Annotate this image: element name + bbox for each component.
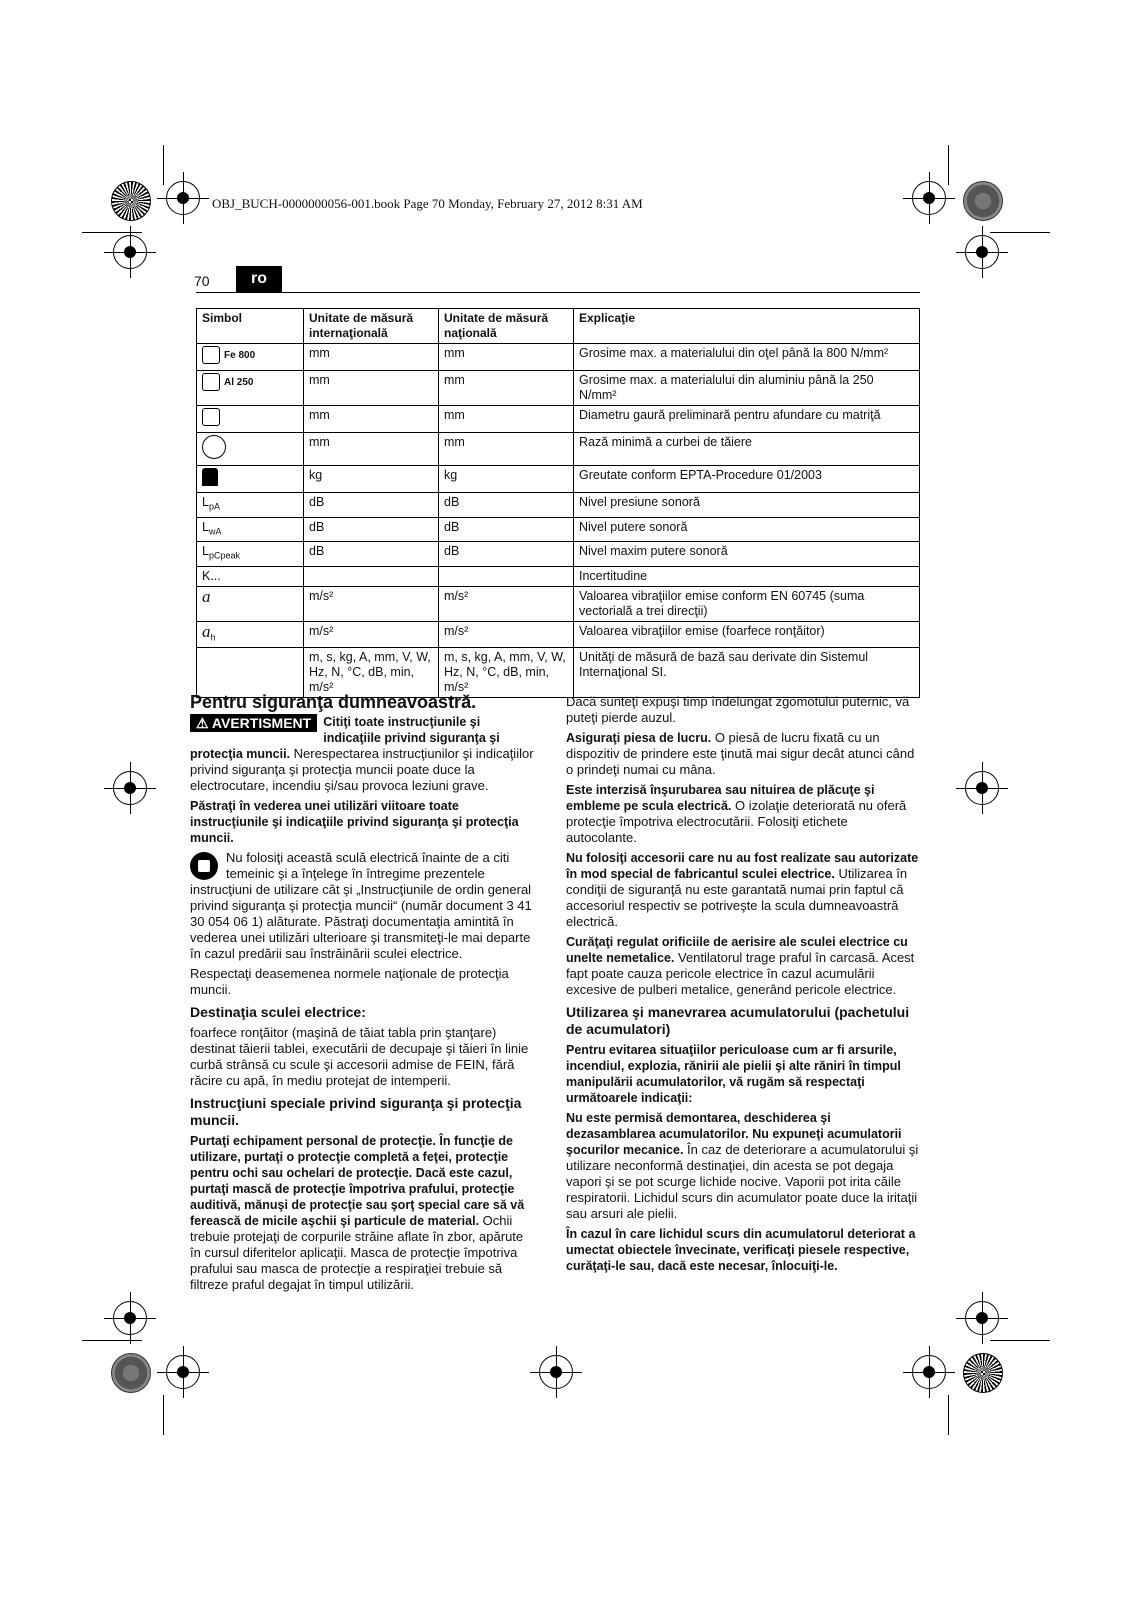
crop-mark (163, 1395, 164, 1435)
language-badge: ro (236, 266, 282, 292)
table-row: Al 250 mm mm Grosime max. a materialului din aluminiu până la 250 N/mm² (197, 371, 920, 406)
warning-label: ⚠ AVERTISMENT (190, 714, 317, 732)
paragraph: Respectaţi deasemenea normele naţionale de protecţia muncii. (190, 966, 509, 997)
symbol-cell: a (202, 586, 211, 606)
crop-mark (82, 232, 142, 233)
table-row: mm mm Rază minimă a curbei de tăiere (197, 433, 920, 466)
section-subtitle: Instrucţiuni speciale privind siguranţa şi protecţia muncii. (190, 1095, 522, 1128)
table-row: Fe 800 mm mm Grosime max. a materialului din oţel până la 800 N/mm² (197, 344, 920, 371)
column-header: Unitate de măsură internaţională (304, 309, 439, 344)
header-rule (196, 292, 920, 293)
registration-crosshair (113, 1301, 147, 1335)
symbol-table (196, 308, 920, 698)
section-title: Pentru siguranţa dumneavoastră. (190, 692, 477, 712)
registration-crosshair (166, 1355, 200, 1389)
symbol-cell: $L_{pA}$ (197, 493, 304, 518)
right-column: Dacă sunteţi expuşi timp îndelungat zgomotului puternic, vă puteţi pierde auzul. Asiguraţi piesa de lucru. O piesă de lucru fixată cu un dispozitiv de prindere este ţinută mai sigur decât atunci când o prindeţi numai cu mâna. Este interzisă înşurubarea sau nituirea de plăcuţe şi embleme pe scula electrică. O izolaţie deteriorată nu oferă protecţie împotriva electrocutării. Folosiţi etichete autocolante. Nu folosiţi accesorii care nu au fost realizate sau autorizate în mod special de fabricantul sculei electrice. Utilizarea în condiţii de siguranţă nu este garantată numai prin faptul că accesoriul respectiv se potriveşte la scula dumneavoastră electrică. Curăţaţi regulat orificiile de aerisire ale sculei electrice cu unelte nemetalice. Ventilatorul trage praful în carcasă. Acest fapt poate cauza pericole electrice în cazul acumulării excesive de pulberi metalice, generând pericole electrice. Utilizarea şi manevrarea acumulatorului (pachetului de acumulatori) Pentru evitarea situaţiilor periculoase cum ar fi arsurile, incendiul, explozia, rănirii ale pielii şi alte răniri în timpul manipulării acumulatorilor, vă rugăm să respectaţi următoarele indicaţii: Nu este permisă demontarea, deschiderea şi dezasamblarea acumulatorilor. Nu expuneţi acumulatorii şocurilor mecanice. În caz de deteriorare a acumulatorului şi utilizare neconformă destinaţiei, din acesta se pot degaja vapori şi se pot scurge lichide nocive. Vaporii pot irita căile respiratorii. Lichidul scurs din acumulator poate duce la iritaţii sau arsuri ale pielii. În cazul în care lichidul scurs din acumulatorul deteriorat a umectat obiectele învecinate, verificaţi piesele respective, curăţaţi-le sau, dacă este necesar, înlocuiţi-le. (566, 694, 919, 1273)
section-subtitle: Utilizarea şi manevrarea acumulatorului (pachetului de acumulatori) (566, 1004, 910, 1037)
table-row: K... Incertitudine (197, 566, 920, 586)
weight-icon (202, 468, 218, 486)
table-row: $a_h$ m/s² m/s² Valoarea vibraţiilor emise (foarfece ronţăitor) (197, 621, 920, 648)
paragraph: În cazul în care lichidul scurs din acumulatorul deteriorat a umectat obiectele învecinate, verificaţi piesele respective, curăţaţi-le sau, dacă este necesar, înlocuiţi-le. (566, 1227, 916, 1273)
table-row: kg kg Greutate conform EPTA-Procedure 01/2003 (197, 466, 920, 493)
symbol-cell: $L_{pCpeak}$ (197, 542, 304, 567)
keep-instructions: Păstraţi în vederea unei utilizări viitoare toate instrucţiunile şi indicaţiile privind siguranţa şi protecţia muncii. (190, 799, 519, 845)
table-row: $L_{wA}$ dB dB Nivel putere sonoră (197, 517, 920, 542)
page-number: 70 (194, 273, 210, 289)
paragraph: foarfece ronţăitor (maşină de tăiat tabla prin ştanţare) destinat tăierii tablei, executării de decupaje şi tăieri în linie curbă strânsă cu scule şi accesorii admise de FEIN, fără răcire cu apă, în mediu protejat de intemperii. (190, 1025, 529, 1088)
column-header: Explicaţie (574, 309, 920, 344)
table-row: $L_{pCpeak}$ dB dB Nivel maxim putere sonoră (197, 542, 920, 567)
crop-mark (990, 1340, 1050, 1341)
steel-thickness-icon: Fe 800 (202, 346, 255, 364)
read-manual-icon (190, 852, 218, 880)
left-column: Pentru siguranţa dumneavoastră. ⚠ AVERTISMENT Citiţi toate instrucţiunile şi indicaţiile privind siguranţa şi protecţia muncii. Nerespectarea instrucţiunilor şi indicaţiilor privind siguranţa şi protecţia muncii poate duce la electrocutare, incendiu şi/sau provoca leziuni grave. Păstraţi în vederea unei utilizări viitoare toate instrucţiunile şi indicaţiile privind siguranţa şi protecţia muncii. Nu folosiţi această sculă electrică înainte de a citi temeinic şi a înţelege în întregime prezentele instrucţiuni de utilizare cât şi „Instrucţiunile de ordin general privind siguranţa şi protecţia muncii“ (număr document 3 41 30 054 06 1) alăturate. Păstraţi documentaţia amintită în vederea unei utilizări ulterioare şi transmiteţi-le mai departe în cazul predării sau înstrăinării sculei electrice. Respectaţi deasemenea normele naţionale de protecţia muncii. Destinaţia sculei electrice: foarfece ronţăitor (maşină de tăiat tabla prin ştanţare) destinat tăierii tablei, executării de decupaje şi tăieri în linie curbă strânsă cu scule şi accesorii admise de FEIN, fără răcire cu apă, în mediu protejat de intemperii. Instrucţiuni speciale privind siguranţa şi protecţia muncii. Purtaţi echipament personal de protecţie. În funcţie de utilizare, purtaţi o protecţie completă a feţei, protecţie pentru ochi sau ochelari de protecţie. Dacă este cazul, purtaţi mască de protecţie împotriva prafului, protecţie auditivă, mănuşi de protecţie sau şorţ special care să vă ferească de micile aşchii şi particule de material. Ochii trebuie protejaţi de corpurile străine aflate în zbor, apărute în cursul diferitelor aplicaţii. Masca de protecţie împotriva prafului sau masca de protecţie a respiraţiei trebuie să filtreze praful degajat în timpul utilizării. (190, 692, 534, 1292)
registration-disc (111, 1353, 151, 1393)
crop-mark (948, 1395, 949, 1435)
registration-crosshair (113, 771, 147, 805)
section-subtitle: Destinaţia sculei electrice: (190, 1004, 366, 1020)
registration-crosshair (539, 1355, 573, 1389)
table-header-row (197, 309, 920, 344)
registration-disc (963, 181, 1003, 221)
registration-crosshair (912, 1355, 946, 1389)
paragraph: Pentru evitarea situaţiilor periculoase cum ar fi arsurile, incendiul, explozia, rănirii ale pielii şi alte răniri în timpul manipulării acumulatorilor, vă rugăm să respectaţi următoarele indicaţii: (566, 1043, 901, 1105)
crop-mark (948, 145, 949, 185)
table-row: m, s, kg, A, mm, V, W, Hz, N, °C, dB, min, m/s² m, s, kg, A, mm, V, W, Hz, N, °C, dB, min, m/s² Unităţi de măsură de bază sau derivate din Sistemul Internaţional SI. (197, 648, 920, 698)
pre-drill-hole-icon (202, 408, 220, 426)
paragraph: Dacă sunteţi expuşi timp îndelungat zgomotului puternic, vă puteţi pierde auzul. (566, 694, 910, 725)
registration-crosshair (166, 181, 200, 215)
file-header: OBJ_BUCH-0000000056-001.book Page 70 Monday, February 27, 2012 8:31 AM (212, 196, 643, 211)
registration-starburst (963, 1353, 1003, 1393)
crop-mark (163, 145, 164, 185)
registration-crosshair (965, 235, 999, 269)
registration-starburst (111, 181, 151, 221)
cutting-radius-icon (202, 435, 226, 459)
registration-crosshair (912, 181, 946, 215)
table-row: $L_{pA}$ dB dB Nivel presiune sonoră (197, 493, 920, 518)
column-header: Simbol (197, 309, 304, 344)
registration-crosshair (965, 771, 999, 805)
table-row: mm mm Diametru gaură preliminară pentru afundare cu matriţă (197, 406, 920, 433)
symbol-cell: $L_{wA}$ (197, 517, 304, 542)
registration-crosshair (113, 235, 147, 269)
crop-mark (82, 1340, 142, 1341)
aluminium-thickness-icon: Al 250 (202, 373, 253, 391)
column-header: Unitate de măsură naţională (439, 309, 574, 344)
table-row: a m/s² m/s² Valoarea vibraţiilor emise conform EN 60745 (suma vectorială a trei direcţii) (197, 586, 920, 621)
symbol-cell: a (202, 621, 211, 641)
crop-mark (990, 232, 1050, 233)
registration-crosshair (965, 1301, 999, 1335)
